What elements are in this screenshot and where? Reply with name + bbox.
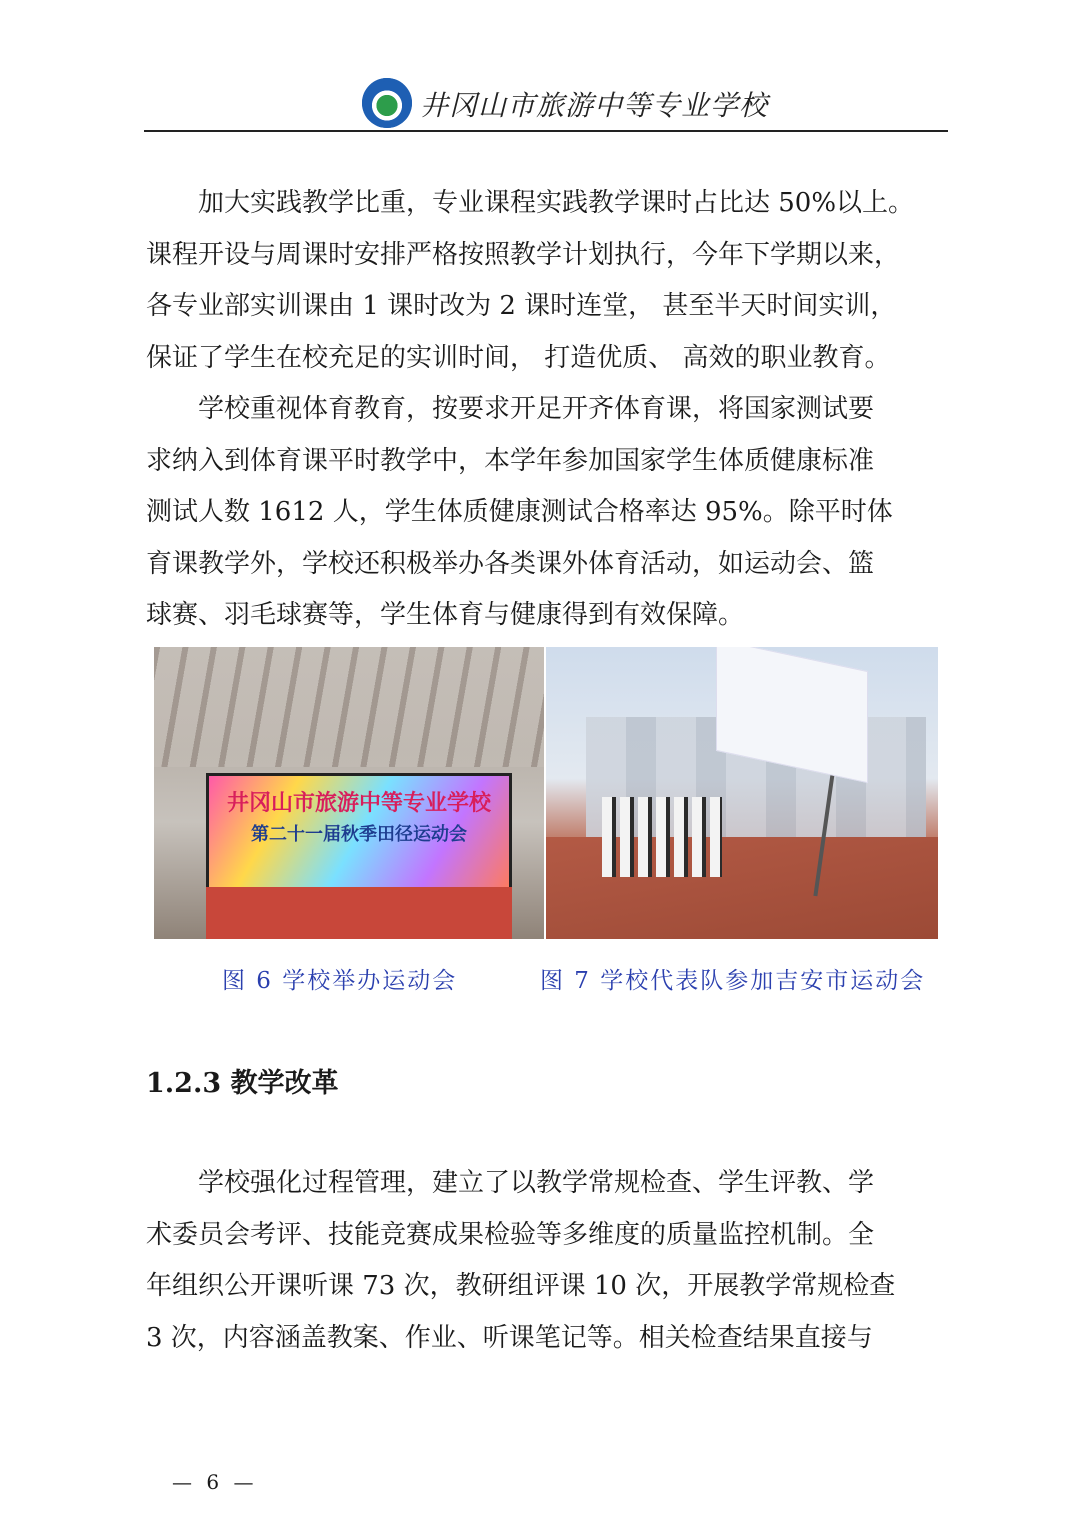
school-name: 井冈山市旅游中等专业学校 bbox=[420, 89, 769, 122]
page-number: — 6 — bbox=[172, 1470, 258, 1494]
text-line: 课程开设与周课时安排严格按照教学计划执行，今年下学期以来， bbox=[146, 239, 901, 270]
figure-7-caption: 图 7 学校代表队参加吉安市运动会 bbox=[540, 968, 926, 994]
text-line: 求纳入到体育课平时教学中，本学年参加国家学生体质健康标准 bbox=[146, 445, 875, 476]
page-header bbox=[144, 72, 948, 132]
text-line: 3 次，内容涵盖教案、作业、听课笔记等。相关检查结果直接与 bbox=[146, 1322, 873, 1353]
text-line: 球赛、羽毛球赛等，学生体育与健康得到有效保障。 bbox=[146, 600, 745, 631]
text-line: 学校强化过程管理，建立了以教学常规检查、学生评教、学 bbox=[146, 1168, 875, 1198]
led-screen bbox=[206, 773, 512, 897]
marching-team bbox=[602, 797, 722, 877]
school-logo-icon bbox=[362, 78, 412, 128]
paragraph-practice-teaching bbox=[146, 178, 946, 384]
screen-title: 井冈山市旅游中等专业学校 bbox=[226, 791, 491, 816]
text-line: 术委员会考评、技能竞赛成果检验等多维度的质量监控机制。全 bbox=[146, 1219, 875, 1250]
screen-subtitle: 第二十一届秋季田径运动会 bbox=[251, 824, 467, 845]
photo-sports-meet-stage bbox=[154, 647, 544, 939]
text-line: 测试人数 1612 人，学生体质健康测试合格率达 95%。除平时体 bbox=[146, 497, 893, 528]
figure-6-caption: 图 6 学校举办运动会 bbox=[222, 968, 458, 994]
text-line: 加大实践教学比重，专业课程实践教学课时占比达 50%以上。 bbox=[146, 188, 915, 218]
text-line: 保证了学生在校充足的实训时间， 打造优质、 高效的职业教育。 bbox=[146, 342, 891, 373]
section-heading: 1.2.3 教学改革 bbox=[146, 1068, 339, 1099]
paragraph-teaching-reform bbox=[146, 1158, 946, 1364]
text-line: 年组织公开课听课 73 次，教研组评课 10 次，开展教学常规检查 bbox=[146, 1271, 896, 1302]
stage-table bbox=[206, 887, 512, 939]
header-divider bbox=[144, 130, 948, 132]
photo-team-parade bbox=[546, 647, 938, 939]
text-line: 各专业部实训课由 1 课时改为 2 课时连堂， 甚至半天时间实训， bbox=[146, 291, 897, 322]
text-line: 学校重视体育教育，按要求开足开齐体育课，将国家测试要 bbox=[146, 394, 875, 424]
text-line: 育课教学外，学校还积极举办各类课外体育活动，如运动会、篮 bbox=[146, 548, 875, 579]
paragraph-physical-education bbox=[146, 384, 946, 642]
canopy-roof bbox=[154, 647, 544, 767]
